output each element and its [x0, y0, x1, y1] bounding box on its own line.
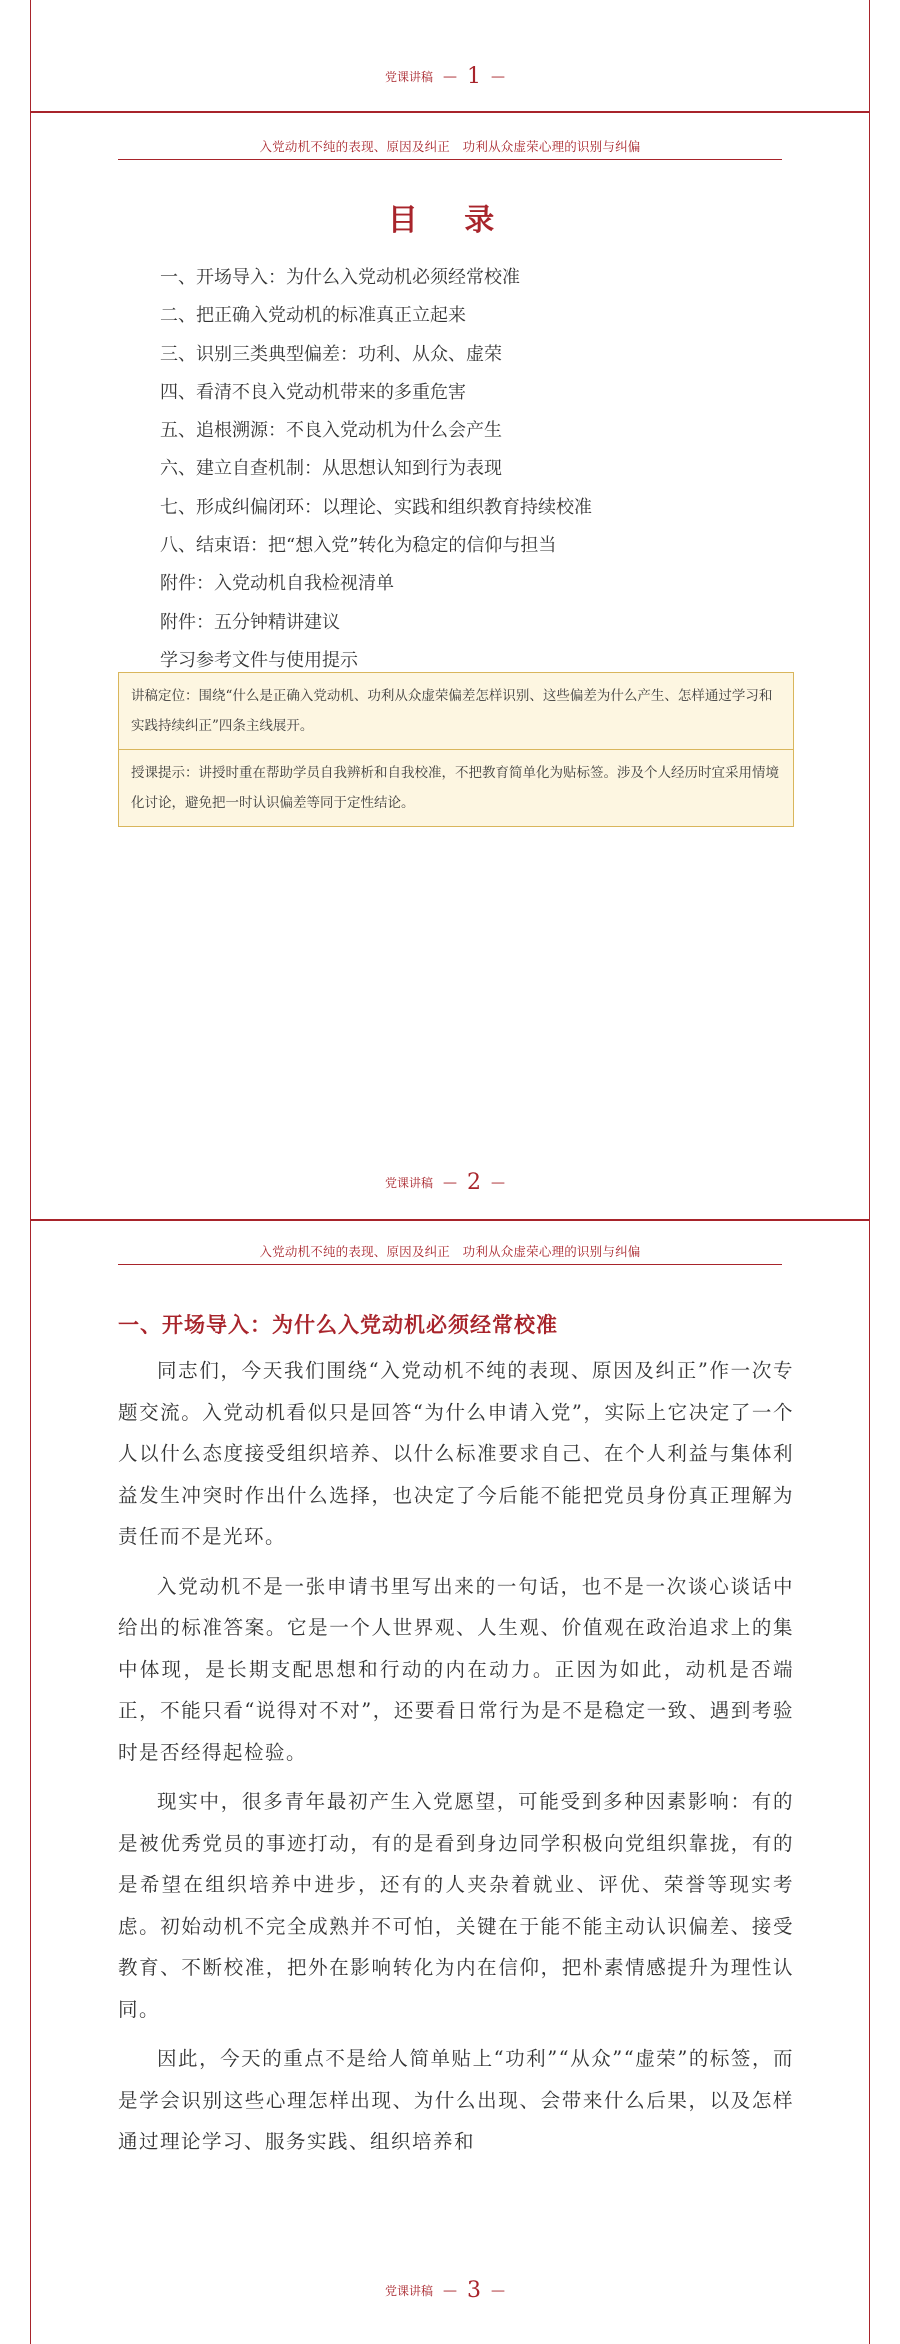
body-paragraph: 现实中，很多青年最初产生入党愿望，可能受到多种因素影响：有的是被优秀党员的事迹打动，有的是看到身边同学积极向党组织靠拢，有的是希望在组织培养中进步，还有的人夹杂着就业、评优、荣誉等现实考虑。初始动机不完全成熟并不可怕，关键在于能不能主动认识偏差、接受教育、不断校准，把外在影响转化为内在信仰，把朴素情感提升为理性认同。 [118, 1790, 794, 2021]
running-header: 入党动机不纯的表现、原因及纠正 功利从众虚荣心理的识别与纠偏 [118, 1242, 782, 1265]
page-number: 2 [467, 1170, 481, 1195]
footer-dash: — [443, 2282, 457, 2299]
toc-item[interactable]: 六、建立自查机制：从思想认知到行为表现 [160, 458, 502, 480]
section-title: 一、开场导入：为什么入党动机必须经常校准 [118, 1313, 558, 1337]
footer-label: 党课讲稿 [384, 2284, 433, 2298]
toc-item[interactable]: 二、把正确入党动机的标准真正立起来 [160, 305, 466, 327]
toc-list [160, 259, 592, 680]
footer-dash: — [443, 68, 457, 85]
lecture-note-box [118, 672, 794, 827]
page-footer-3 [0, 2278, 900, 2303]
footer-dash: — [491, 68, 505, 85]
toc-item[interactable]: 八、结束语：把“想入党”转化为稳定的信仰与担当 [160, 535, 557, 557]
toc-item[interactable]: 四、看清不良入党动机带来的多重危害 [160, 381, 466, 403]
teaching-tips-note: 授课提示：讲授时重在帮助学员自我辨析和自我校准，不把教育简单化为贴标签。涉及个人经历时宜采用情境化讨论，避免把一时认识偏差等同于定性结论。 [119, 749, 793, 826]
footer-dash: — [443, 1174, 457, 1191]
page-number: 1 [467, 64, 481, 89]
toc-item[interactable]: 学习参考文件与使用提示 [160, 649, 358, 671]
toc-item[interactable]: 七、形成纠偏闭环：以理论、实践和组织教育持续校准 [160, 496, 592, 518]
body-paragraph: 入党动机不是一张申请书里写出来的一句话，也不是一次谈心谈话中给出的标准答案。它是一个人世界观、人生观、价值观在政治追求上的集中体现，是长期支配思想和行动的内在动力。正因为如此，动机是否端正，不能只看“说得对不对”，还要看日常行为是不是稳定一致、遇到考验时是否经得起检验。 [118, 1574, 794, 1764]
toc-title: 目 录 [387, 203, 513, 238]
footer-dash: — [491, 1174, 505, 1191]
toc-item[interactable]: 一、开场导入：为什么入党动机必须经常校准 [160, 267, 520, 288]
body-paragraph: 因此，今天的重点不是给人简单贴上“功利”“从众”“虚荣”的标签，而是学会识别这些心理怎样出现、为什么出现、会带来什么后果，以及怎样通过理论学习、服务实践、组织培养和 [118, 2047, 794, 2153]
footer-label: 党课讲稿 [384, 70, 433, 84]
footer-label: 党课讲稿 [384, 1176, 433, 1190]
toc-item[interactable]: 附件：入党动机自我检视清单 [160, 573, 394, 595]
section-body [118, 1350, 794, 2171]
toc-item[interactable]: 五、追根溯源：不良入党动机为什么会产生 [160, 420, 502, 442]
page-footer-2 [0, 1170, 900, 1195]
page-1 [30, 0, 870, 112]
running-header: 入党动机不纯的表现、原因及纠正 功利从众虚荣心理的识别与纠偏 [118, 137, 782, 160]
positioning-note: 讲稿定位：围绕“什么是正确入党动机、功利从众虚荣偏差怎样识别、这些偏差为什么产生、怎样通过学习和实践持续纠正”四条主线展开。 [131, 688, 773, 734]
body-paragraph: 同志们，今天我们围绕“入党动机不纯的表现、原因及纠正”作一次专题交流。入党动机看似只是回答“为什么申请入党”，实际上它决定了一个人以什么态度接受组织培养、以什么标准要求自己、在个人利益与集体利益发生冲突时作出什么选择，也决定了今后能不能把党员身份真正理解为责任而不是光环。 [118, 1359, 794, 1548]
page-footer-1 [0, 64, 900, 89]
toc-item[interactable]: 附件：五分钟精讲建议 [160, 611, 340, 633]
footer-dash: — [491, 2282, 505, 2299]
toc-item[interactable]: 三、识别三类典型偏差：功利、从众、虚荣 [160, 343, 502, 365]
page-number: 3 [467, 2278, 481, 2303]
